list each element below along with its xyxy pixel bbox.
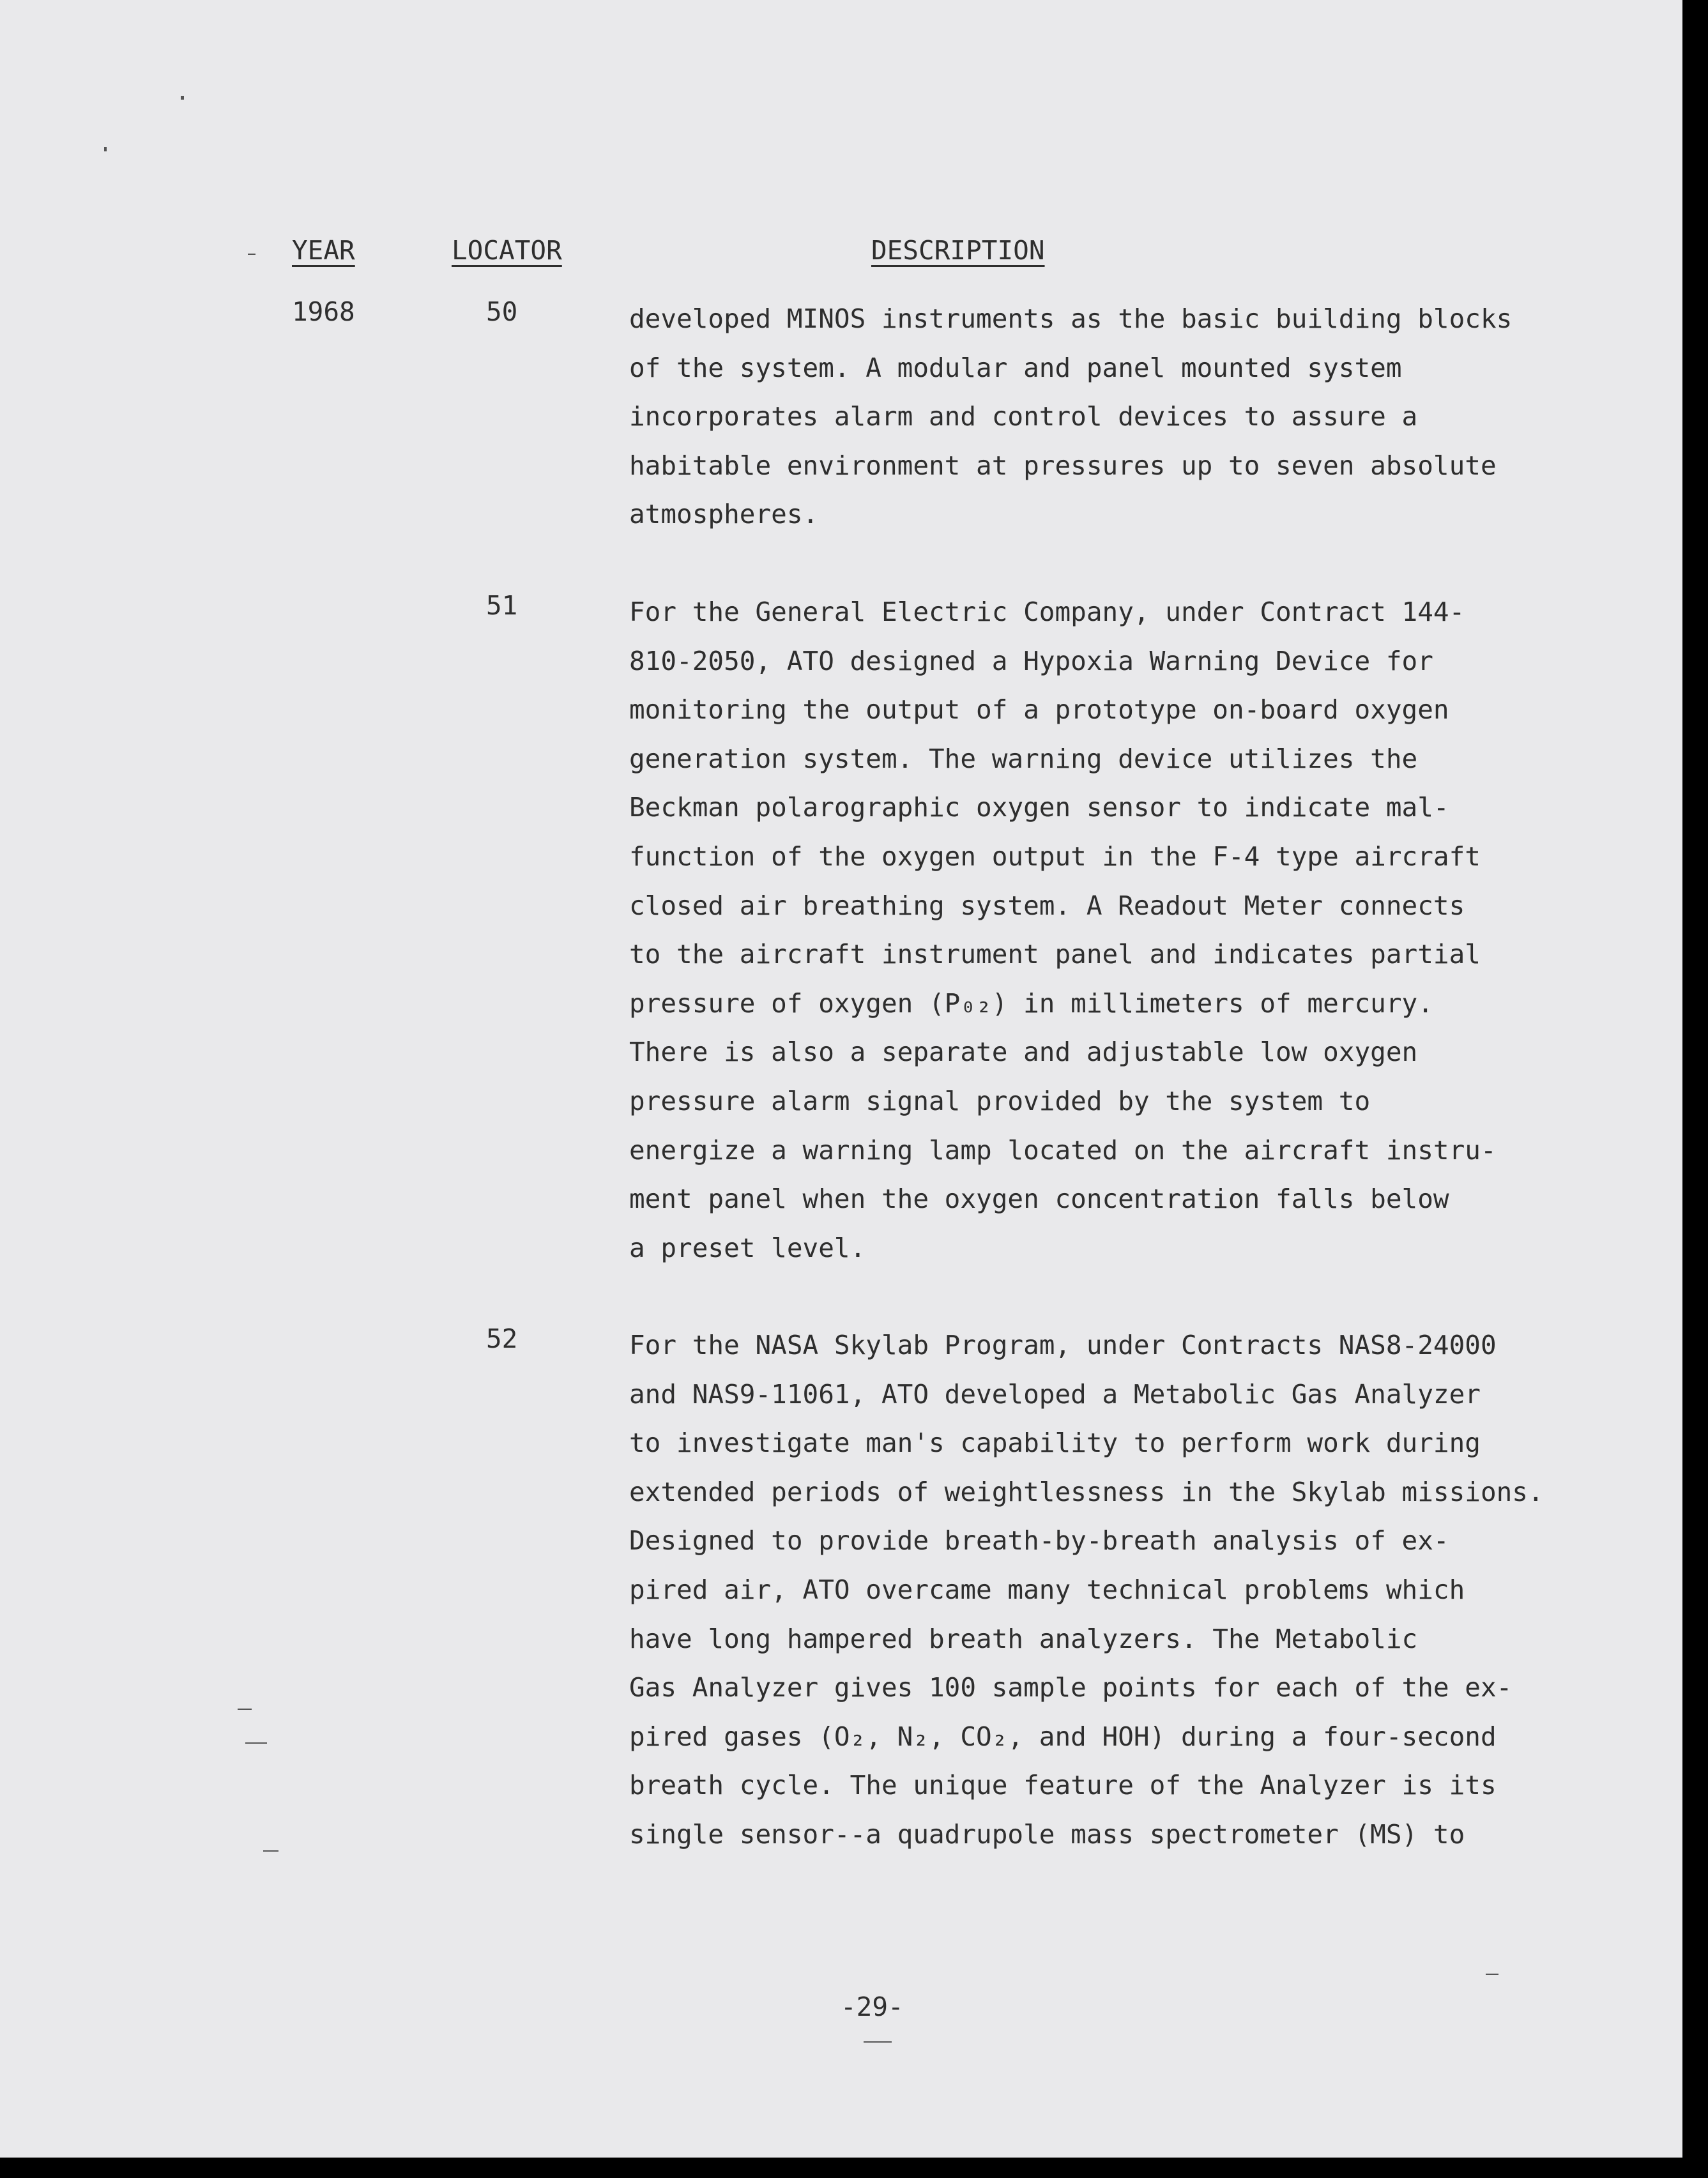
description-line: pired air, ATO overcame many technical problems which bbox=[629, 1574, 1465, 1605]
description-line: 810-2050, ATO designed a Hypoxia Warning Device for bbox=[629, 645, 1433, 676]
description-line: For the NASA Skylab Program, under Contracts NAS8-24000 bbox=[629, 1330, 1497, 1360]
description-line: pressure of oxygen (P₀₂) in millimeters of mercury. bbox=[629, 987, 1433, 1019]
entry-locator: 51 bbox=[486, 590, 518, 621]
description-line: Designed to provide breath-by-breath analysis of ex- bbox=[629, 1525, 1449, 1557]
entry-locator: 50 bbox=[486, 296, 518, 327]
entry-description bbox=[629, 294, 1512, 539]
description-line: a preset level. bbox=[629, 1232, 866, 1263]
scan-speck bbox=[104, 147, 107, 151]
description-line: incorporates alarm and control devices to assure a bbox=[629, 401, 1418, 432]
description-line: and NAS9-11061, ATO developed a Metabolic Gas Analyzer bbox=[629, 1378, 1481, 1410]
description-line: Beckman polarographic oxygen sensor to indicate mal- bbox=[629, 792, 1449, 823]
entry-description bbox=[629, 588, 1497, 1272]
description-line: developed MINOS instruments as the basic building blocks bbox=[629, 303, 1513, 334]
entry-locator: 52 bbox=[486, 1323, 518, 1354]
description-line: closed air breathing system. A Readout Meter connects bbox=[629, 890, 1465, 921]
description-line: to investigate man's capability to perform work during bbox=[629, 1428, 1481, 1459]
description-line: have long hampered breath analyzers. The Metabolic bbox=[629, 1623, 1418, 1654]
description-line: energize a warning lamp located on the aircraft instru- bbox=[629, 1134, 1497, 1166]
description-line: monitoring the output of a prototype on-board oxygen bbox=[629, 694, 1449, 726]
description-line: function of the oxygen output in the F-4 type aircraft bbox=[629, 841, 1481, 872]
scan-speck bbox=[1486, 1974, 1498, 1975]
entry-year: 1968 bbox=[292, 296, 355, 327]
description-line: There is also a separate and adjustable low oxygen bbox=[629, 1037, 1418, 1068]
scan-speck bbox=[245, 1742, 267, 1744]
description-line: atmospheres. bbox=[629, 499, 819, 530]
description-line: extended periods of weightlessness in the Skylab missions. bbox=[629, 1476, 1544, 1507]
scan-speck bbox=[238, 1709, 252, 1710]
description-line: single sensor--a quadrupole mass spectrometer (MS) to bbox=[629, 1818, 1465, 1850]
description-line: generation system. The warning device utilizes the bbox=[629, 743, 1418, 774]
description-line: pressure alarm signal provided by the system to bbox=[629, 1085, 1371, 1116]
description-line: ment panel when the oxygen concentration falls below bbox=[629, 1184, 1449, 1215]
column-header-year: YEAR bbox=[292, 235, 355, 266]
column-header-locator: LOCATOR bbox=[452, 235, 562, 266]
scan-speck bbox=[248, 254, 255, 255]
description-line: pired gases (O₂, N₂, CO₂, and HOH) during a four-second bbox=[629, 1721, 1497, 1752]
scan-speck bbox=[864, 2041, 892, 2043]
entry-description bbox=[629, 1321, 1544, 1859]
description-line: to the aircraft instrument panel and indicates partial bbox=[629, 939, 1481, 970]
description-line: breath cycle. The unique feature of the Analyzer is its bbox=[629, 1770, 1497, 1801]
description-line: For the General Electric Company, under Contract 144- bbox=[629, 597, 1465, 627]
description-line: habitable environment at pressures up to seven absolute bbox=[629, 450, 1497, 481]
scan-speck bbox=[181, 96, 184, 100]
page-number: -29- bbox=[841, 1991, 904, 2022]
column-header-description: DESCRIPTION bbox=[871, 235, 1045, 266]
scan-speck bbox=[263, 1850, 278, 1852]
description-line: Gas Analyzer gives 100 sample points for each of the ex- bbox=[629, 1672, 1513, 1703]
description-line: of the system. A modular and panel mounted system bbox=[629, 352, 1402, 383]
